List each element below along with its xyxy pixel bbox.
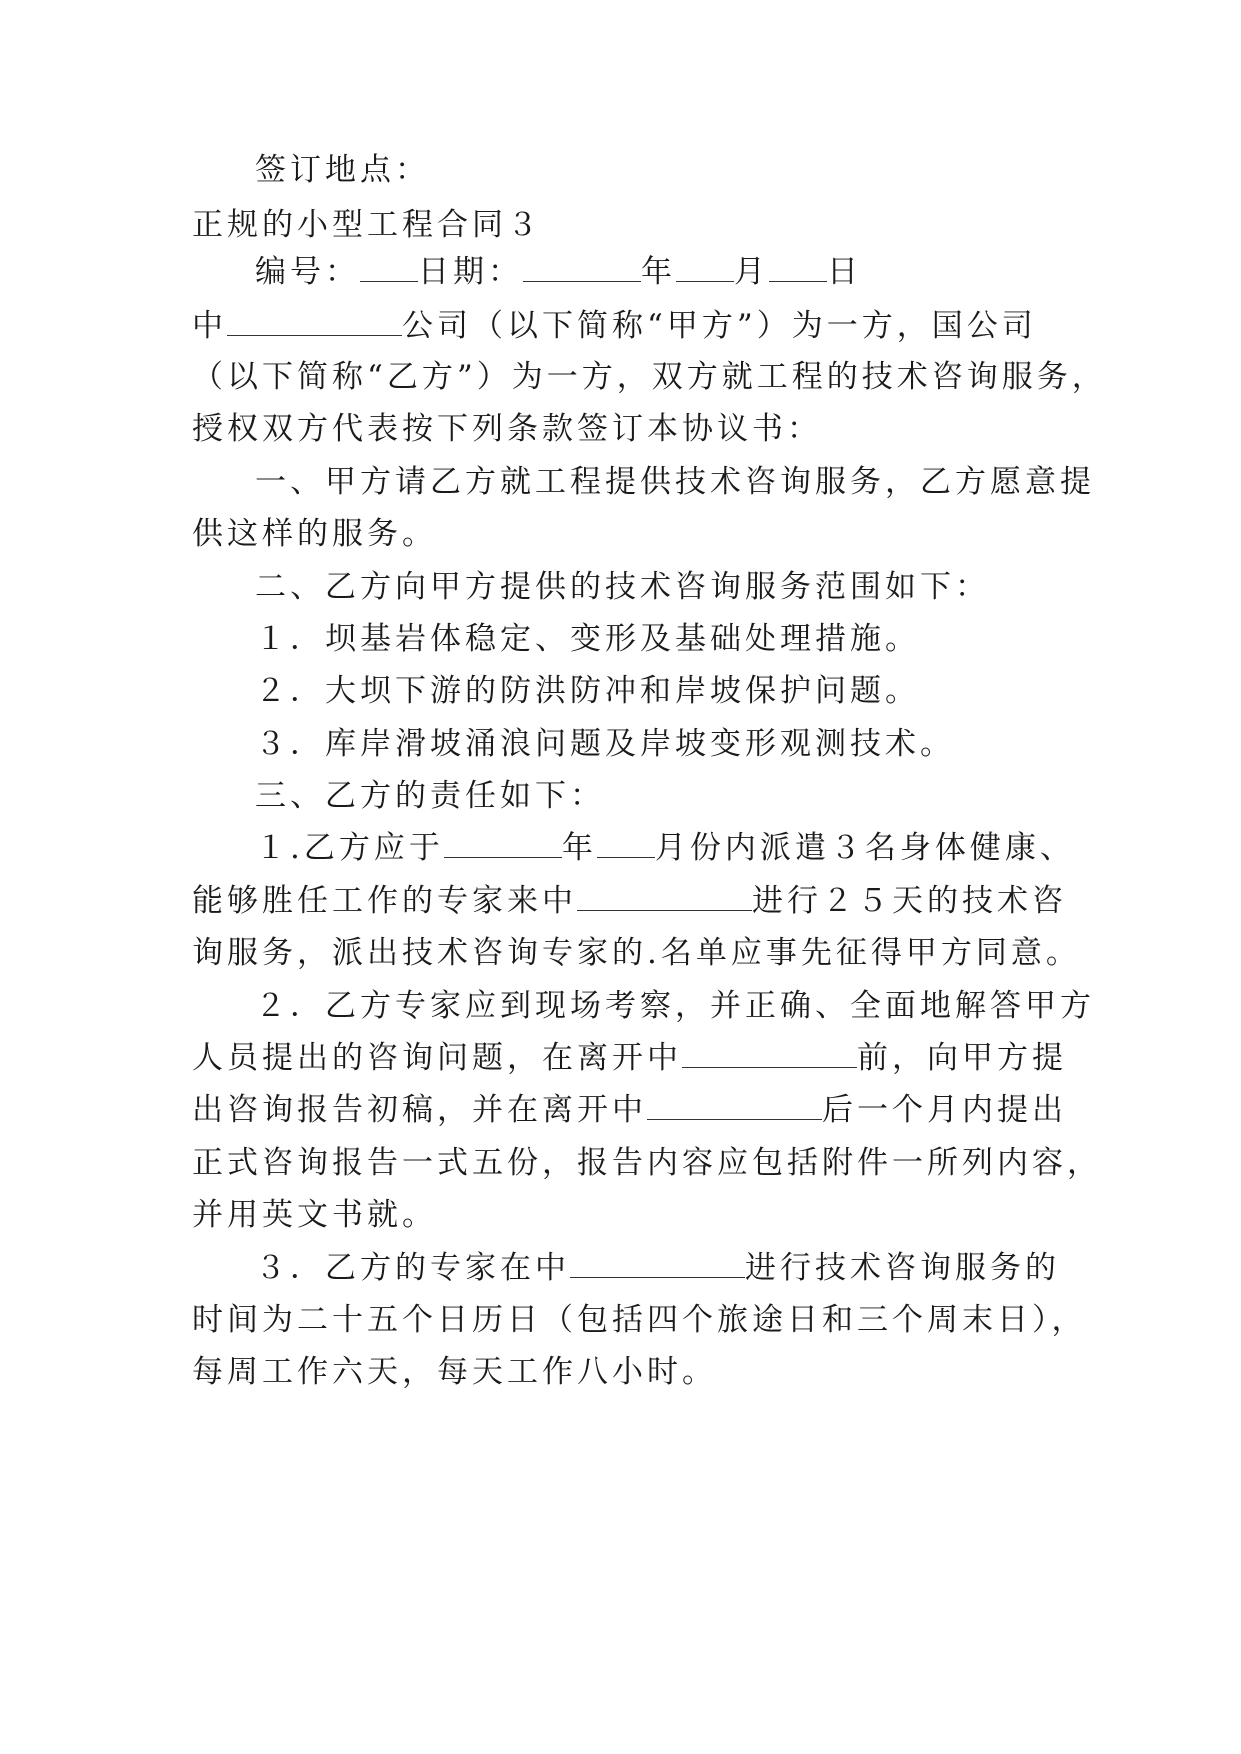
signing-place-label: 签订地点： <box>255 152 430 188</box>
location-blank <box>682 1041 857 1068</box>
year-blank <box>444 831 562 858</box>
clause-1: 一、甲方请乙方就工程提供技术咨询服务，乙方愿意提 <box>255 464 1095 500</box>
paragraph-line: 人员提出的咨询问题，在离开中 前，向甲方提 <box>192 1040 1067 1076</box>
clause-2-item-1: １．坝基岩体稳定、变形及基础处理措施。 <box>255 621 920 657</box>
party-a-line: 中 公司（以下简称“甲方”）为一方，国公司 <box>192 308 1037 344</box>
location-blank <box>577 884 752 911</box>
clause-2-item-3: ３．库岸滑坡涌浪问题及岸坡变形观测技术。 <box>255 726 955 762</box>
date-label: 日期： <box>418 254 523 290</box>
location-blank <box>647 1093 822 1120</box>
month-blank <box>597 831 655 858</box>
paragraph-line: 询服务，派出技术咨询专家的.名单应事先征得甲方同意。 <box>192 935 1081 971</box>
number-label: 编号： <box>255 254 360 290</box>
paragraph-line: 正式咨询报告一式五份，报告内容应包括附件一所列内容， <box>192 1145 1102 1181</box>
year-blank <box>523 255 641 282</box>
clause-3-item-2: ２．乙方专家应到现场考察，并正确、全面地解答甲方 <box>255 988 1095 1024</box>
paragraph-line: 供这样的服务。 <box>192 516 437 552</box>
clause-2: 二、乙方向甲方提供的技术咨询服务范围如下： <box>255 569 990 605</box>
paragraph-line: 出咨询报告初稿，并在离开中 后一个月内提出 <box>192 1092 1067 1128</box>
document-title: 正规的小型工程合同３ <box>192 207 542 243</box>
signing-place-line <box>255 150 1135 190</box>
paragraph-line: 每周工作六天，每天工作八小时。 <box>192 1354 717 1390</box>
day-blank <box>769 255 827 282</box>
paragraph-line: 并用英文书就。 <box>192 1197 437 1233</box>
clause-2-item-2: ２．大坝下游的防洪防冲和岸坡保护问题。 <box>255 673 920 709</box>
paragraph-line: 能够胜任工作的专家来中 进行２５天的技术咨 <box>192 883 1067 919</box>
paragraph-line: 时间为二十五个日历日（包括四个旅途日和三个周末日）， <box>192 1302 1087 1338</box>
month-blank <box>676 255 734 282</box>
party-a-name-blank <box>227 309 402 336</box>
clause-3-item-1: １.乙方应于 年 月份内派遣３名身体健康、 <box>255 830 1075 866</box>
number-blank <box>360 255 418 282</box>
location-blank <box>570 1251 745 1278</box>
paragraph-line: 授权双方代表按下列条款签订本协议书： <box>192 411 822 447</box>
clause-3: 三、乙方的责任如下： <box>255 778 605 814</box>
paragraph-line: （以下简称“乙方”）为一方，双方就工程的技术咨询服务， <box>192 359 1107 395</box>
clause-3-item-3: ３．乙方的专家在中 进行技术咨询服务的 <box>255 1250 1060 1286</box>
number-date-line: 编号： 日期： 年 月 日 <box>255 254 862 290</box>
